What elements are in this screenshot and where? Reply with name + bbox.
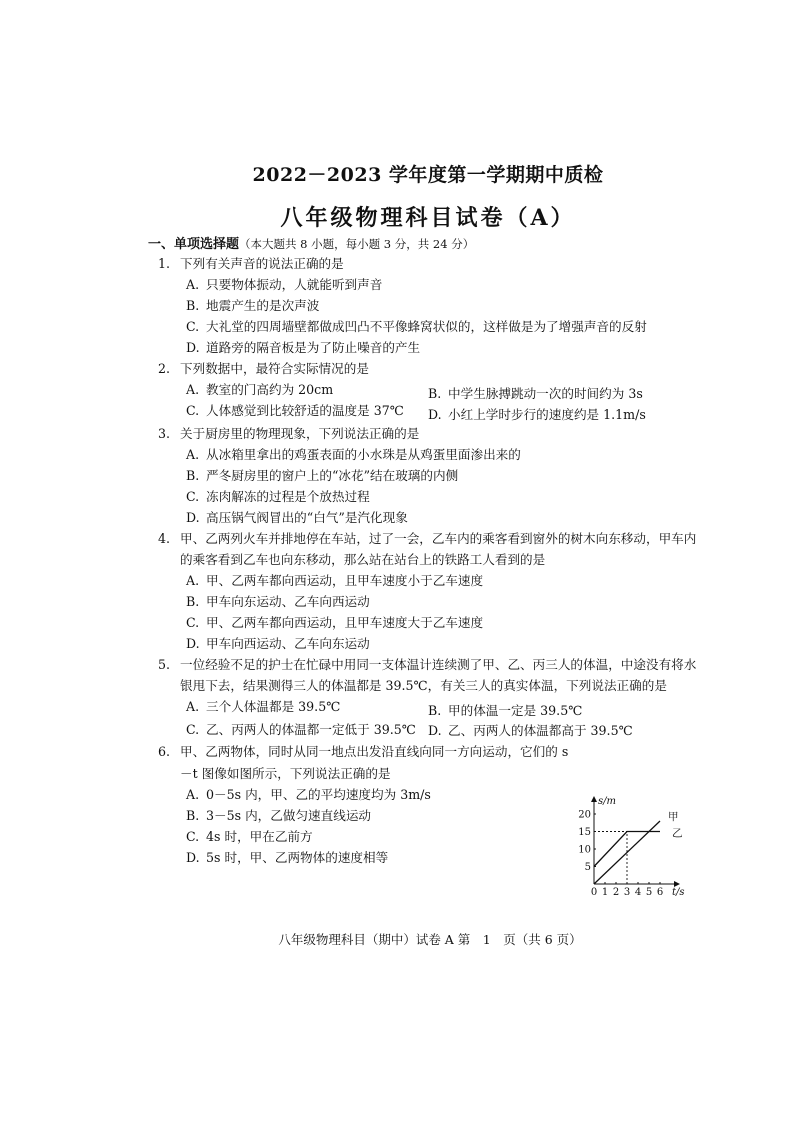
- option-text: 大礼堂的四周墙壁都做成凹凸不平像蜂窝状似的，这样做是为了增强声音的反射: [206, 319, 647, 334]
- y-tick-label: 20: [578, 809, 591, 821]
- exam-term-title: 2022－2023 学年度第一学期期中质检: [252, 164, 604, 186]
- question-text: 一位经验不足的护士在忙碌中用同一支体温计连续测了甲、乙、丙三人的体温，中途没有将水: [180, 657, 697, 672]
- question-5-option-d: [428, 723, 633, 739]
- question-1-option-d: [186, 340, 420, 356]
- question-text: －t 图像如图所示，下列说法正确的是: [180, 766, 391, 781]
- option-text: 小红上学时步行的速度约是 1.1m/s: [448, 407, 646, 422]
- option-text: 道路旁的隔音板是为了防止噪音的产生: [206, 340, 421, 355]
- question-6-stem: [158, 744, 568, 760]
- exam-page: [130, 95, 730, 975]
- option-label: B.: [186, 468, 200, 483]
- question-text: 甲、乙两物体，同时从同一地点出发沿直线向同一方向运动，它们的 s: [180, 744, 569, 759]
- option-text: 乙、丙两人的体温都一定低于 39.5℃: [206, 722, 416, 737]
- question-4-stem-cont: [180, 552, 545, 568]
- option-text: 严冬厨房里的窗户上的“冰花”结在玻璃的内侧: [206, 468, 459, 483]
- question-1-option-b: [186, 298, 319, 314]
- option-label: A.: [186, 447, 200, 462]
- option-text: 中学生脉搏跳动一次的时间约为 3s: [448, 386, 643, 401]
- x-axis-label: t/s: [672, 887, 685, 898]
- option-label: C.: [186, 722, 200, 737]
- question-3-option-a: [186, 447, 521, 463]
- series-label-jia: 甲: [668, 811, 679, 823]
- x-tick-label: 0: [590, 887, 598, 898]
- option-label: A.: [186, 277, 200, 292]
- option-text: 3－5s 内，乙做匀速直线运动: [206, 808, 372, 823]
- option-text: 乙、丙两人的体温都高于 39.5℃: [448, 723, 633, 738]
- option-label: D.: [428, 723, 442, 738]
- page-footer: 八年级物理科目（期中）试卷 A 第 1 页（共 6 页）: [278, 932, 582, 947]
- question-4-option-b: [186, 594, 370, 610]
- option-label: D.: [186, 340, 200, 355]
- question-5-stem-cont: [180, 678, 667, 694]
- y-tick-label: 5: [584, 862, 591, 873]
- option-text: 三个人体温都是 39.5℃: [206, 699, 341, 714]
- section-title: 一、单项选择题: [148, 237, 240, 252]
- option-text: 0－5s 内，甲、乙的平均速度均为 3m/s: [206, 787, 431, 802]
- question-number: 1.: [158, 256, 171, 271]
- question-6-option-b: [186, 808, 371, 824]
- question-6-option-a: [186, 787, 431, 803]
- series-line-yi: [594, 832, 660, 867]
- option-label: C.: [186, 829, 200, 844]
- option-label: D.: [428, 407, 442, 422]
- question-text: 的乘客看到乙车也向东移动，那么站在站台上的铁路工人看到的是: [180, 552, 546, 567]
- x-tick-label: 2: [612, 887, 620, 898]
- question-3-option-b: [186, 468, 458, 484]
- option-label: C.: [186, 319, 200, 334]
- question-4-option-d: [186, 636, 370, 652]
- option-label: C.: [186, 489, 200, 504]
- option-label: B.: [186, 808, 200, 823]
- question-5-option-c: [186, 722, 416, 738]
- question-number: 3.: [158, 426, 171, 441]
- question-4-stem: [158, 531, 696, 547]
- question-number: 2.: [158, 361, 171, 376]
- option-text: 甲车向东运动、乙车向西运动: [206, 594, 370, 609]
- question-5-option-a: [186, 699, 340, 715]
- option-label: D.: [186, 850, 200, 865]
- question-6-option-c: [186, 829, 313, 845]
- question-5-stem: [158, 657, 696, 673]
- section-note: （本大题共 8 小题，每小题 3 分，共 24 分）: [239, 237, 475, 251]
- question-2-option-d: [428, 407, 646, 423]
- option-text: 地震产生的是次声波: [206, 298, 320, 313]
- question-1-option-a: [186, 277, 382, 293]
- option-text: 甲、乙两车都向西运动，且甲车速度小于乙车速度: [206, 573, 484, 588]
- option-label: B.: [186, 298, 200, 313]
- option-label: B.: [428, 703, 442, 718]
- option-label: B.: [428, 386, 442, 401]
- section-heading: [148, 236, 474, 253]
- option-text: 冻肉解冻的过程是个放热过程: [206, 489, 370, 504]
- y-axis-label: s/m: [598, 796, 616, 807]
- question-2-option-b: [428, 386, 643, 402]
- question-4-option-a: [186, 573, 483, 589]
- option-text: 甲车向西运动、乙车向东运动: [206, 636, 370, 651]
- option-text: 5s 时，甲、乙两物体的速度相等: [206, 850, 389, 865]
- x-tick-label: 1: [601, 887, 609, 898]
- option-label: C.: [186, 403, 200, 418]
- question-1-stem: [158, 256, 344, 272]
- option-label: A.: [186, 699, 200, 714]
- x-tick-label: 3: [623, 887, 631, 898]
- option-text: 人体感觉到比较舒适的温度是 37℃: [206, 403, 404, 418]
- question-4-option-c: [186, 615, 483, 631]
- question-3-stem: [158, 426, 419, 442]
- y-tick-label: 10: [578, 844, 591, 856]
- question-text: 银甩下去，结果测得三人的体温都是 39.5℃，有关三人的真实体温，下列说法正确的是: [180, 678, 667, 693]
- option-text: 甲的体温一定是 39.5℃: [448, 703, 583, 718]
- series-label-yi: 乙: [672, 827, 683, 840]
- option-text: 甲、乙两车都向西运动，且甲车速度大于乙车速度: [206, 615, 484, 630]
- question-number: 5.: [158, 657, 171, 672]
- question-2-option-a: [186, 382, 333, 398]
- question-number: 4.: [158, 531, 171, 546]
- question-2-stem: [158, 361, 369, 377]
- x-tick-label: 6: [656, 887, 664, 898]
- s-t-graph: [572, 792, 717, 904]
- question-text: 下列数据中，最符合实际情况的是: [180, 361, 369, 376]
- option-label: A.: [186, 573, 200, 588]
- y-axis-arrow: [591, 796, 597, 802]
- option-text: 只要物体振动，人就能听到声音: [206, 277, 383, 292]
- question-3-option-d: [186, 510, 408, 526]
- question-6-option-d: [186, 850, 388, 866]
- x-tick-label: 4: [634, 887, 642, 898]
- option-label: B.: [186, 594, 200, 609]
- option-text: 从冰箱里拿出的鸡蛋表面的小水珠是从鸡蛋里面渗出来的: [206, 447, 521, 462]
- question-text: 甲、乙两列火车并排地停在车站，过了一会，乙车内的乘客看到窗外的树木向东移动，甲车内: [180, 531, 697, 546]
- question-5-option-b: [428, 703, 582, 719]
- option-label: A.: [186, 787, 200, 802]
- option-text: 4s 时，甲在乙前方: [206, 829, 313, 844]
- option-label: D.: [186, 636, 200, 651]
- exam-subject-title: 八年级物理科目试卷（A）: [280, 205, 576, 231]
- y-tick-label: 15: [578, 827, 591, 838]
- option-text: 教室的门高约为 20cm: [206, 382, 334, 397]
- option-label: C.: [186, 615, 200, 630]
- question-1-option-c: [186, 319, 647, 335]
- question-text: 关于厨房里的物理现象，下列说法正确的是: [180, 426, 420, 441]
- question-number: 6.: [158, 744, 171, 759]
- question-6-stem-cont: [180, 766, 391, 782]
- question-2-option-c: [186, 403, 404, 419]
- option-text: 高压锅气阀冒出的“白气”是汽化现象: [206, 510, 408, 525]
- x-tick-label: 5: [645, 887, 653, 898]
- question-3-option-c: [186, 489, 370, 505]
- option-label: D.: [186, 510, 200, 525]
- option-label: A.: [186, 382, 200, 397]
- question-text: 下列有关声音的说法正确的是: [180, 256, 344, 271]
